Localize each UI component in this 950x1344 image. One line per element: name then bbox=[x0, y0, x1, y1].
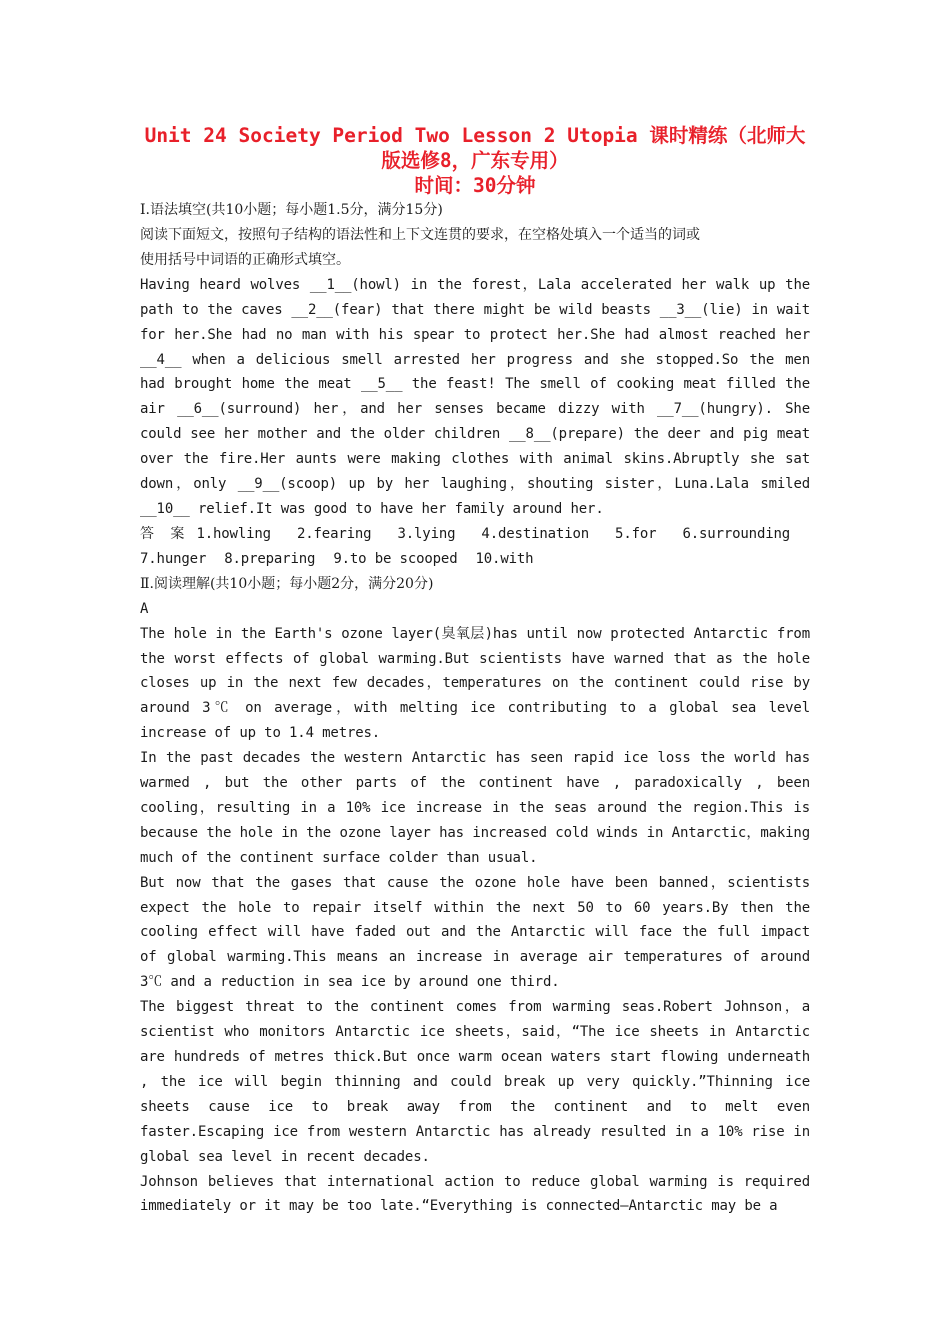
title-line-1: Unit 24 Society Period Two Lesson 2 Utopia 课时精练（北师大 bbox=[144, 124, 806, 147]
cloze-passage: Having heard wolves __1__(howl) in the forest，Lala accelerated her walk up the path to the caves __2__(fear) that there might be wild beasts __3__(lie) in wait for her.She had no man with his spear to protect her.She had almost reached her __4__ when a delicious smell arrested her progress and she stopped.So the men had brought home the meat __5__ the feast! The smell of cooking meat filled the air __6__(surround) her，and her senses became dizzy with __7__(hungry). She could see her mother and the older children __8__(prepare) the deer and pig meat over the fire.Her aunts were making clothes with animal skins.Abruptly she sat down，only __9__(scoop) up by her laughing，shouting sister，Luna.Lala smiled __10__ relief.It was good to have her family around her. bbox=[140, 276, 810, 517]
answer-key-row-2 bbox=[140, 547, 810, 572]
answer-item: 3.lying bbox=[397, 525, 456, 542]
answer-item: 6.surrounding bbox=[682, 525, 791, 542]
answer-item: 2.fearing bbox=[296, 525, 372, 542]
reading-paragraph: But now that the gases that cause the ozone hole have been banned，scientists expect the hole to repair itself within the next 50 to 60 years.By then the cooling effect will have faded out and the Antarctic will face the full impact of global warming.This means an increase in average air temperatures of around 3℃ and a reduction in sea ice by around one third. bbox=[140, 874, 810, 991]
reading-paragraph: Johnson believes that international action to reduce global warming is required immediately or it may be too late.“Everything is connected—Antarctic may be a bbox=[140, 1173, 810, 1215]
document-title bbox=[140, 123, 810, 198]
answer-item: 4.destination bbox=[481, 525, 590, 542]
title-line-3: 时间：30分钟 bbox=[414, 174, 536, 197]
document-page bbox=[140, 123, 810, 1219]
reading-paragraph: In the past decades the western Antarctic has seen rapid ice loss the world has warmed , but the other parts of the continent have , paradoxically , been cooling，resulting in a 10% ice increase in the seas around the region.This is because the hole in the ozone layer has increased cold winds in Antarctic，making much of the continent surface colder than usual. bbox=[140, 750, 810, 866]
title-line-2: 版选修8，广东专用） bbox=[381, 149, 569, 172]
answer-lead: 答 案 bbox=[140, 525, 189, 542]
section-1-heading: Ⅰ.语法填空(共10小题；每小题1.5分，满分15分) bbox=[140, 202, 443, 218]
reading-paragraph: The hole in the Earth's ozone layer(臭氧层)has until now protected Antarctic from the worst effects of global warming.But scientists have warned that as the hole closes up in the next few decades，temperatures on the continent could rise by around 3℃ on average，with melting ice contributing to a global sea level increase of up to 1.4 metres. bbox=[140, 625, 810, 742]
answer-item: 9.to be scooped bbox=[333, 550, 458, 567]
answer-key-row-1 bbox=[140, 522, 810, 547]
answer-item: 7.hunger bbox=[140, 550, 207, 567]
answer-item: 8.preparing bbox=[224, 550, 316, 567]
answer-item: 5.for bbox=[615, 525, 657, 542]
answer-item: 10.with bbox=[475, 550, 534, 567]
section-1-instruction-2: 使用括号中词语的正确形式填空。 bbox=[140, 251, 350, 268]
answer-item: 1.howling bbox=[196, 525, 271, 542]
part-label: A bbox=[140, 600, 149, 617]
reading-paragraph: The biggest threat to the continent comes from warming seas.Robert Johnson，a scientist who monitors Antarctic ice sheets，said，“The ice sheets in Antarctic are hundreds of metres thick.But once warm ocean waters start flowing underneath , the ice will begin thinning and could break up very quickly.”Thinning ice sheets cause ice to break away from the continent and to melt even faster.Escaping ice from western Antarctic has already resulted in a 10% rise in global sea level in recent decades. bbox=[140, 999, 810, 1165]
section-1-instruction-1: 阅读下面短文，按照句子结构的语法性和上下文连贯的要求，在空格处填入一个适当的词或 bbox=[140, 227, 700, 243]
section-2-heading: Ⅱ.阅读理解(共10小题；每小题2分，满分20分) bbox=[140, 575, 434, 592]
